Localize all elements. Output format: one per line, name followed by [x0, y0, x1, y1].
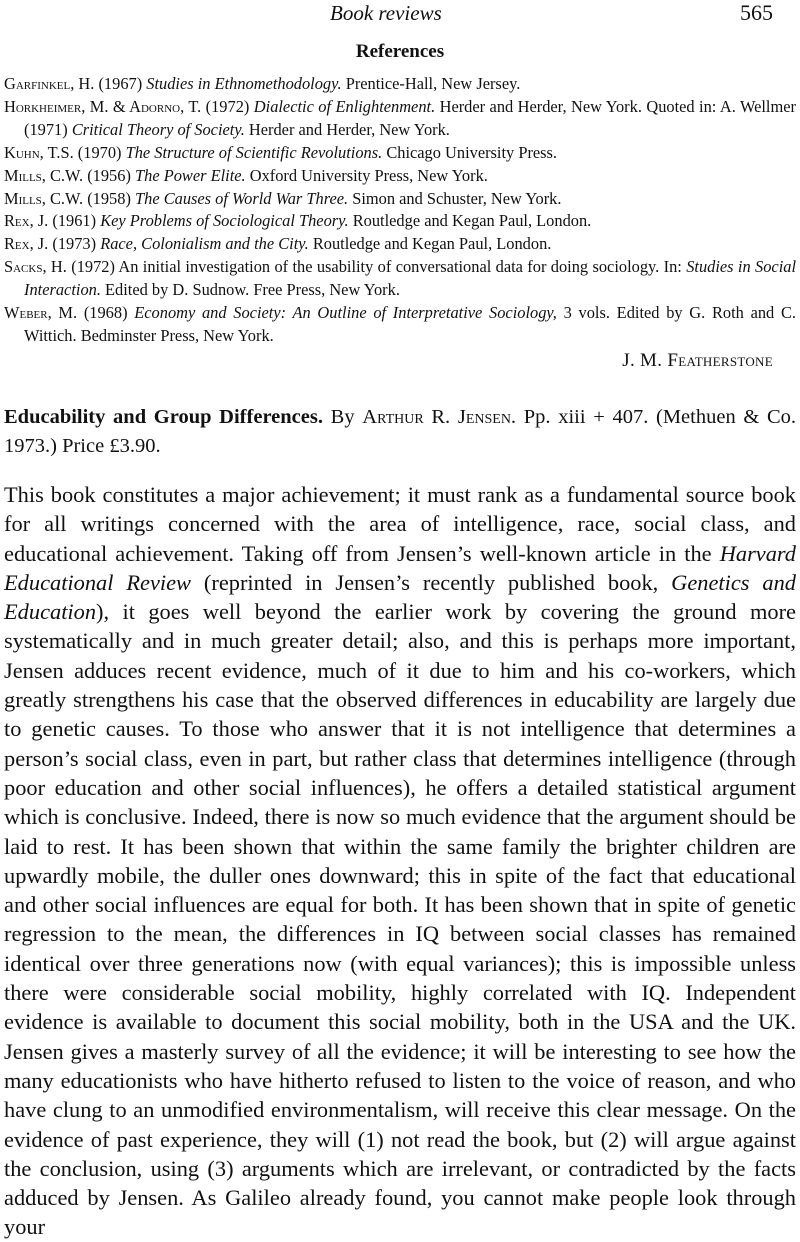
reviewer-signature: J. M. Featherstone: [622, 350, 773, 371]
book-details: Pp. xiii + 407. (Methuen & Co. 1973.) Price £3.90.: [4, 406, 797, 457]
reference-item: Kuhn, T.S. (1970) The Structure of Scientific Revolutions. Chicago University Press.: [4, 142, 558, 162]
reference-item: Mills, C.W. (1958) The Causes of World War Three. Simon and Schuster, New York.: [4, 188, 562, 208]
reference-item: Sacks, H. (1972) An initial investigation of the usability of conversational data for doing sociology. In: Studies in Social Interaction. Edited by D. Sudnow. Free Press, New York.: [4, 257, 796, 300]
review-citation: Educability and Group Differences. By Arthur R. Jensen. Pp. xiii + 407. (Methuen & Co. 1973.) Price £3.90.: [4, 406, 797, 457]
references-heading: References: [355, 41, 445, 62]
reference-item: Mills, C.W. (1956) The Power Elite. Oxford University Press, New York.: [4, 165, 488, 185]
references-list: [4, 73, 796, 348]
page-header: [0, 0, 800, 30]
review-body: [4, 480, 796, 1242]
page-number: 565: [740, 0, 773, 25]
reference-item: Weber, M. (1968) Economy and Society: An Outline of Interpretative Sociology, 3 vols. Edited by G. Roth and C. Wittich. Bedminster Press, New York.: [4, 303, 796, 345]
running-head: Book reviews: [330, 1, 442, 25]
reference-item: Rex, J. (1961) Key Problems of Sociological Theory. Routledge and Kegan Paul, London.: [4, 211, 592, 231]
reference-item: Rex, J. (1973) Race, Colonialism and the City. Routledge and Kegan Paul, London.: [4, 234, 552, 254]
book-author: Arthur R. Jensen.: [362, 406, 517, 428]
book-title: Educability and Group Differences.: [4, 406, 323, 428]
reference-item: Garfinkel, H. (1967) Studies in Ethnomethodology. Prentice-Hall, New Jersey.: [4, 74, 521, 93]
reference-item: Horkheimer, M. & Adorno, T. (1972) Dialectic of Enlightenment. Herder and Herder, New York. Quoted in: A. Wellmer (1971) Critical Theory of Society. Herder and Herder, New York.: [4, 96, 796, 139]
body-paragraph: This book constitutes a major achievement; it must rank as a fundamental source book for all writings concerned with the area of intelligence, race, social class, and educational achievement. Taking off from Jensen’s well-known article in the Harvard Educational Review (reprinted in Jensen’s recently published book, Genetics and Education), it goes well beyond the earlier work by covering the ground more systematically and in much greater detail; also, and this is perhaps more important, Jensen adduces recent evidence, much of it due to him and his co-workers, which greatly strengthens his case that the observed differences in educability are largely due to genetic causes. To those who answer that it is not intelligence that determines a person’s social class, even in part, but rather class that determines intelligence (through poor education and other social influences), he offers a detailed statistical argument which is conclusive. Indeed, there is now so much evidence that the argument should be laid to rest. It has been shown that within the same family the brighter children are upwardly mobile, the duller ones downward; this in spite of the fact that educational and other social influences are equal for both. It has been shown that in spite of genetic regression to the mean, the differences in IQ between social classes has remained identical over three generations now (with equal variances); this is impossible unless there were considerable social mobility, highly correlated with IQ. Independent evidence is available to document this social mobility, both in the USA and the UK. Jensen gives a masterly survey of all the evidence; it will be interesting to see how the many educationists who have hitherto refused to listen to the voice of reason, and who have clung to an unmodified environmentalism, will receive this clear message. On the evidence of past experience, they will (1) not read the book, but (2) will argue against the conclusion, using (3) arguments which are irrelevant, or contradicted by the facts adduced by Jensen. As Galileo already found, you cannot make people look through your: [4, 482, 796, 1240]
